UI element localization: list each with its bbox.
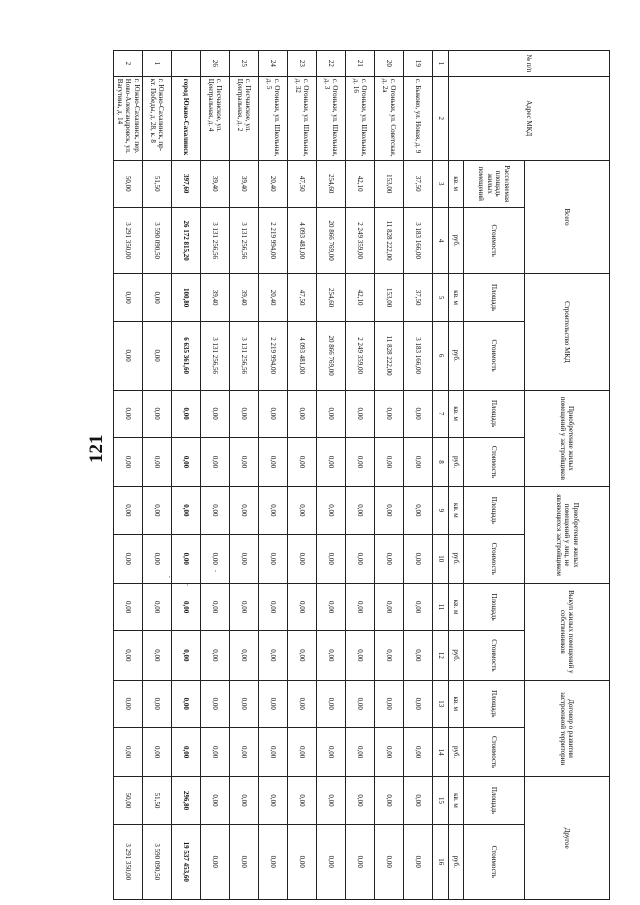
row-number: 19 bbox=[404, 51, 433, 77]
row-address: с. Огоньки, ул. Школьная, д. 5 bbox=[259, 76, 288, 160]
row-address: с. Быково, ул. Новая, д. 9 bbox=[404, 76, 433, 160]
row-value: 0,00 bbox=[346, 437, 375, 486]
table-row bbox=[114, 51, 143, 900]
row-value: 0,00 bbox=[230, 824, 259, 899]
unit-area: кв. м bbox=[449, 390, 464, 437]
row-value: 0,00 bbox=[288, 777, 317, 824]
column-number: 15 bbox=[433, 777, 449, 824]
column-number: 4 bbox=[433, 207, 449, 274]
row-value: 397,60 bbox=[172, 160, 201, 207]
table-row bbox=[288, 51, 317, 900]
scan-speck: · bbox=[186, 580, 189, 590]
row-value: 0,00 bbox=[143, 680, 172, 727]
row-value: 20 866 769,00 bbox=[317, 321, 346, 390]
row-value: 0,00 bbox=[288, 437, 317, 486]
row-number: 25 bbox=[230, 51, 259, 77]
row-address: с. Огоньки, ул. Школьная, д. 16 bbox=[346, 76, 375, 160]
row-value: 39,40 bbox=[201, 160, 230, 207]
column-number: 7 bbox=[433, 390, 449, 437]
row-value: 0,00 bbox=[404, 727, 433, 776]
row-value: 0,00 bbox=[288, 487, 317, 534]
row-value: 0,00 bbox=[317, 727, 346, 776]
row-value: 0,00 bbox=[201, 487, 230, 534]
row-value: 39,40 bbox=[230, 274, 259, 321]
row-value: 0,00 bbox=[375, 437, 404, 486]
row-value: 0,00 bbox=[114, 534, 143, 583]
unit-cost: руб. bbox=[449, 321, 464, 390]
row-value: 0,00 bbox=[288, 680, 317, 727]
row-value: 0,00 bbox=[404, 437, 433, 486]
row-value: 0,00 bbox=[346, 777, 375, 824]
row-value: 0,00 bbox=[172, 437, 201, 486]
row-value: 50,00 bbox=[114, 777, 143, 824]
row-value: 0,00 bbox=[259, 390, 288, 437]
row-value: 0,00 bbox=[317, 680, 346, 727]
row-value: 0,00 bbox=[346, 390, 375, 437]
row-value: 153,00 bbox=[375, 274, 404, 321]
column-number: 16 bbox=[433, 824, 449, 899]
header-cost: Стоимость bbox=[464, 207, 525, 274]
row-value: 0,00 bbox=[114, 680, 143, 727]
row-number: 23 bbox=[288, 51, 317, 77]
row-value: 0,00 bbox=[259, 680, 288, 727]
column-number: 12 bbox=[433, 631, 449, 680]
row-value: 0,00 bbox=[259, 777, 288, 824]
row-value: 0,00 bbox=[288, 534, 317, 583]
row-value: 0,00 bbox=[143, 274, 172, 321]
row-value: 0,00 bbox=[114, 631, 143, 680]
table-row bbox=[143, 51, 172, 900]
row-value: 26 172 815,20 bbox=[172, 207, 201, 274]
row-value: 11 828 222,00 bbox=[375, 321, 404, 390]
row-value: 0,00 bbox=[404, 680, 433, 727]
row-value: 0,00 bbox=[375, 390, 404, 437]
column-number: 11 bbox=[433, 583, 449, 630]
column-number: 5 bbox=[433, 274, 449, 321]
row-value: 2 219 994,00 bbox=[259, 321, 288, 390]
row-value: 0,00 bbox=[230, 680, 259, 727]
row-value: 0,00 bbox=[317, 534, 346, 583]
subtotal-row bbox=[172, 51, 201, 900]
row-number: 22 bbox=[317, 51, 346, 77]
row-value: 20,40 bbox=[259, 160, 288, 207]
row-number: 2 bbox=[114, 51, 143, 77]
row-value: 0,00 bbox=[143, 631, 172, 680]
row-value: 0,00 bbox=[346, 534, 375, 583]
scan-speck: · bbox=[214, 566, 217, 576]
row-value: 0,00 bbox=[346, 727, 375, 776]
header-cost: Стоимость bbox=[464, 824, 525, 899]
row-number bbox=[172, 51, 201, 77]
row-value: 0,00 bbox=[404, 583, 433, 630]
unit-cost: руб. bbox=[449, 727, 464, 776]
row-value: 0,00 bbox=[114, 274, 143, 321]
row-address: с. Огоньки, ул. Школьная, д. 32 bbox=[288, 76, 317, 160]
row-number: 20 bbox=[375, 51, 404, 77]
row-value: 0,00 bbox=[230, 487, 259, 534]
table-row bbox=[201, 51, 230, 900]
row-value: 0,00 bbox=[230, 390, 259, 437]
row-value: 0,00 bbox=[201, 583, 230, 630]
row-value: 0,00 bbox=[230, 777, 259, 824]
header-address: Адрес МКД bbox=[449, 76, 610, 160]
row-value: 6 635 361,60 bbox=[172, 321, 201, 390]
row-value: 0,00 bbox=[288, 727, 317, 776]
row-value: 2 249 359,00 bbox=[346, 207, 375, 274]
header-area: Площадь bbox=[464, 583, 525, 630]
unit-area: кв. м bbox=[449, 487, 464, 534]
header-area-total: Расселяемая площадь жилых помещений bbox=[464, 160, 525, 207]
table-body bbox=[114, 51, 449, 900]
row-value: 4 093 481,00 bbox=[288, 207, 317, 274]
header-group-territory: Договор о развитии застроенной территории bbox=[525, 680, 610, 777]
row-value: 0,00 bbox=[317, 437, 346, 486]
row-value: 39,40 bbox=[230, 160, 259, 207]
header-cost: Стоимость bbox=[464, 321, 525, 390]
row-value: 3 183 166,00 bbox=[404, 321, 433, 390]
row-value: 3 131 256,56 bbox=[230, 321, 259, 390]
table-row bbox=[346, 51, 375, 900]
header-area: Площадь bbox=[464, 274, 525, 321]
row-value: 0,00 bbox=[230, 534, 259, 583]
row-value: 37,50 bbox=[404, 160, 433, 207]
row-value: 0,00 bbox=[259, 487, 288, 534]
unit-area: кв. м bbox=[449, 777, 464, 824]
column-number: 8 bbox=[433, 437, 449, 486]
row-address: с. Песчанское, ул. Центральная, д. 4 bbox=[201, 76, 230, 160]
header-group-total: Всего bbox=[525, 160, 610, 274]
row-value: 50,00 bbox=[114, 160, 143, 207]
row-number: 21 bbox=[346, 51, 375, 77]
row-value: 0,00 bbox=[201, 437, 230, 486]
header-cost: Стоимость bbox=[464, 534, 525, 583]
row-value: 0,00 bbox=[259, 437, 288, 486]
row-address: с. Огоньки, ул. Школьная, д. 3 bbox=[317, 76, 346, 160]
row-value: 42,10 bbox=[346, 160, 375, 207]
row-address: г. Южно-Сахалинск, пер. Ново-Александровск, ул. Вагутина, д. 14 bbox=[114, 76, 143, 160]
row-value: 0,00 bbox=[375, 487, 404, 534]
row-value: 0,00 bbox=[201, 680, 230, 727]
header-group-non-developer: Приобретение жилых помещений у лиц, не являющихся застройщиком bbox=[525, 487, 610, 584]
header-group-buyout: Выкуп жилых помещений у собственников bbox=[525, 583, 610, 680]
row-value: 0,00 bbox=[375, 727, 404, 776]
row-value: 0,00 bbox=[201, 824, 230, 899]
row-value: 0,00 bbox=[288, 824, 317, 899]
row-value: 0,00 bbox=[114, 727, 143, 776]
row-value: 47,50 bbox=[288, 160, 317, 207]
row-value: 0,00 bbox=[317, 631, 346, 680]
row-value: 0,00 bbox=[172, 390, 201, 437]
row-value: 3 590 090,50 bbox=[143, 207, 172, 274]
header-area: Площадь bbox=[464, 680, 525, 727]
row-value: 0,00 bbox=[346, 680, 375, 727]
row-value: 0,00 bbox=[230, 583, 259, 630]
unit-cost: руб. bbox=[449, 534, 464, 583]
row-value: 296,80 bbox=[172, 777, 201, 824]
row-value: 20 866 769,00 bbox=[317, 207, 346, 274]
rotated-table-page bbox=[115, 50, 610, 900]
row-value: 0,00 bbox=[375, 631, 404, 680]
table-row bbox=[317, 51, 346, 900]
row-value: 254,60 bbox=[317, 274, 346, 321]
row-value: 37,50 bbox=[404, 274, 433, 321]
row-value: 0,00 bbox=[259, 824, 288, 899]
row-value: 0,00 bbox=[317, 390, 346, 437]
row-number: 1 bbox=[143, 51, 172, 77]
row-value: 2 249 359,00 bbox=[346, 321, 375, 390]
row-value: 0,00 bbox=[288, 390, 317, 437]
row-value: 0,00 bbox=[259, 631, 288, 680]
row-address: с. Песчанское, ул. Центральная, д. 2 bbox=[230, 76, 259, 160]
row-value: 0,00 bbox=[375, 824, 404, 899]
header-group-construction: Строительство МКД bbox=[525, 274, 610, 390]
row-value: 0,00 bbox=[288, 583, 317, 630]
row-value: 0,00 bbox=[346, 487, 375, 534]
row-value: 0,00 bbox=[259, 727, 288, 776]
header-cost: Стоимость bbox=[464, 437, 525, 486]
row-value: 0,00 bbox=[143, 487, 172, 534]
row-value: 51,50 bbox=[143, 777, 172, 824]
row-value: 0,00 bbox=[114, 437, 143, 486]
row-number: 24 bbox=[259, 51, 288, 77]
header-group-other: Другое bbox=[525, 777, 610, 900]
row-value: 0,00 bbox=[375, 534, 404, 583]
row-value: 0,00 bbox=[404, 534, 433, 583]
row-value: 2 219 994,00 bbox=[259, 207, 288, 274]
row-value: 0,00 bbox=[375, 680, 404, 727]
row-value: 3 183 166,00 bbox=[404, 207, 433, 274]
row-value: 0,00 bbox=[172, 727, 201, 776]
row-value: 3 590 090,50 bbox=[143, 824, 172, 899]
scan-speck: · bbox=[168, 572, 171, 582]
row-value: 51,50 bbox=[143, 160, 172, 207]
column-number: 3 bbox=[433, 160, 449, 207]
header-area: Площадь bbox=[464, 777, 525, 824]
row-value: 0,00 bbox=[172, 631, 201, 680]
row-value: 0,00 bbox=[172, 680, 201, 727]
row-value: 4 093 481,00 bbox=[288, 321, 317, 390]
table-row bbox=[259, 51, 288, 900]
row-value: 0,00 bbox=[143, 321, 172, 390]
table-row bbox=[375, 51, 404, 900]
row-value: 0,00 bbox=[172, 487, 201, 534]
row-value: 0,00 bbox=[230, 437, 259, 486]
unit-area: кв. м bbox=[449, 274, 464, 321]
row-value: 0,00 bbox=[288, 631, 317, 680]
row-value: 3 291 350,00 bbox=[114, 207, 143, 274]
header-num: № п/п bbox=[449, 51, 610, 77]
column-number-row bbox=[433, 51, 449, 900]
header-area: Площадь bbox=[464, 390, 525, 437]
row-value: 0,00 bbox=[404, 824, 433, 899]
column-number: 6 bbox=[433, 321, 449, 390]
row-value: 0,00 bbox=[317, 777, 346, 824]
column-number: 14 bbox=[433, 727, 449, 776]
column-number: 1 bbox=[433, 51, 449, 77]
row-value: 0,00 bbox=[317, 487, 346, 534]
row-value: 0,00 bbox=[114, 487, 143, 534]
row-value: 0,00 bbox=[346, 824, 375, 899]
row-value: 0,00 bbox=[172, 534, 201, 583]
row-value: 100,80 bbox=[172, 274, 201, 321]
unit-cost: руб. bbox=[449, 437, 464, 486]
row-value: 3 131 256,56 bbox=[201, 207, 230, 274]
row-value: 0,00 bbox=[143, 583, 172, 630]
row-value: 0,00 bbox=[201, 390, 230, 437]
row-value: 0,00 bbox=[143, 390, 172, 437]
row-value: 0,00 bbox=[404, 487, 433, 534]
row-value: 42,10 bbox=[346, 274, 375, 321]
row-value: 0,00 bbox=[143, 437, 172, 486]
row-value: 0,00 bbox=[375, 777, 404, 824]
unit-cost: руб. bbox=[449, 824, 464, 899]
row-value: 0,00 bbox=[404, 631, 433, 680]
row-address: с. Огоньки, ул. Советская, д. 2а bbox=[375, 76, 404, 160]
row-value: 0,00 bbox=[114, 583, 143, 630]
header-cost: Стоимость bbox=[464, 727, 525, 776]
row-value: 0,00 bbox=[114, 390, 143, 437]
row-value: 47,50 bbox=[288, 274, 317, 321]
row-value: 0,00 bbox=[230, 631, 259, 680]
row-value: 0,00 bbox=[404, 390, 433, 437]
column-number: 2 bbox=[433, 76, 449, 160]
row-value: 0,00 bbox=[201, 777, 230, 824]
row-value: 0,00 bbox=[317, 583, 346, 630]
column-number: 9 bbox=[433, 487, 449, 534]
page-number: 121 bbox=[86, 434, 107, 463]
table-row bbox=[404, 51, 433, 900]
row-value: 0,00 bbox=[201, 727, 230, 776]
unit-area: кв. м bbox=[449, 583, 464, 630]
unit-area: кв. м bbox=[449, 680, 464, 727]
row-value: 39,40 bbox=[201, 274, 230, 321]
row-value: 0,00 bbox=[259, 583, 288, 630]
row-value: 3 291 350,00 bbox=[114, 824, 143, 899]
row-value: 153,00 bbox=[375, 160, 404, 207]
column-number: 10 bbox=[433, 534, 449, 583]
row-value: 19 537 453,60 bbox=[172, 824, 201, 899]
row-number: 26 bbox=[201, 51, 230, 77]
row-value: 0,00 bbox=[143, 727, 172, 776]
row-value: 11 828 222,00 bbox=[375, 207, 404, 274]
row-value: 254,60 bbox=[317, 160, 346, 207]
header-group-developer: Приобретение жилых помещений у застройщиков bbox=[525, 390, 610, 487]
row-value: 0,00 bbox=[143, 534, 172, 583]
column-number: 13 bbox=[433, 680, 449, 727]
header-cost: Стоимость bbox=[464, 631, 525, 680]
row-value: 0,00 bbox=[201, 631, 230, 680]
row-value: 0,00 bbox=[375, 583, 404, 630]
row-value: 0,00 bbox=[346, 583, 375, 630]
resettlement-table bbox=[113, 50, 610, 900]
header-area: Площадь bbox=[464, 487, 525, 534]
unit-cost: руб. bbox=[449, 631, 464, 680]
row-value: 3 131 256,56 bbox=[201, 321, 230, 390]
row-value: 0,00 bbox=[114, 321, 143, 390]
row-address: город Южно-Сахалинск bbox=[172, 76, 201, 160]
row-value: 0,00 bbox=[259, 534, 288, 583]
row-value: 3 131 256,56 bbox=[230, 207, 259, 274]
row-value: 0,00 bbox=[172, 583, 201, 630]
row-value: 0,00 bbox=[230, 727, 259, 776]
row-value: 0,00 bbox=[317, 824, 346, 899]
unit-cost: руб. bbox=[449, 207, 464, 274]
row-value: 0,00 bbox=[404, 777, 433, 824]
row-address: г. Южно-Сахалинск, пр-кт. Победы, д. 28, к. 8 bbox=[143, 76, 172, 160]
unit-area: кв. м bbox=[449, 160, 464, 207]
row-value: 20,40 bbox=[259, 274, 288, 321]
row-value: 0,00 bbox=[346, 631, 375, 680]
row-value: 0,00 bbox=[201, 534, 230, 583]
table-row bbox=[230, 51, 259, 900]
